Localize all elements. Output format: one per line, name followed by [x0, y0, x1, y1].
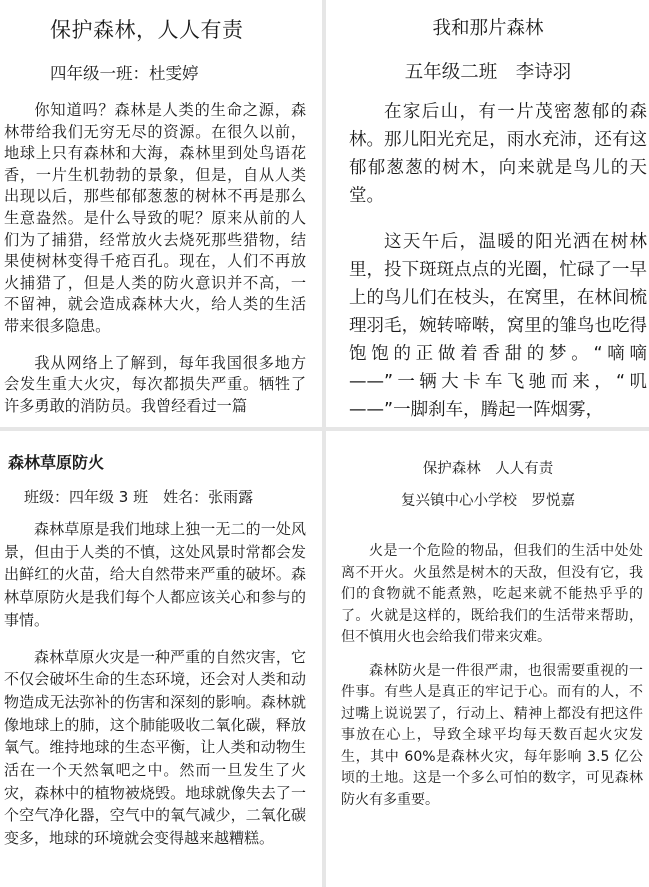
essay-paragraph: 在家后山，有一片茂密葱郁的森林。那儿阳光充足，雨水充沛，还有这郁郁葱葱的树木，向来就是鸟儿的天堂。 [349, 102, 647, 206]
essay-paragraph: 这天午后，温暖的阳光洒在树林里，投下斑斑点点的光圈，忙碌了一早上的鸟儿们在枝头，在窝里，在林间梳理羽毛，婉转啼啭，窝里的雏鸟也吃得饱饱的正做着香甜的梦。“嘀嘀——”一辆大卡车飞驰而来，“叽——”一脚刹车，腾起一阵烟雾， [349, 232, 647, 420]
essay-body [4, 100, 306, 417]
essay-paragraph: 森林草原是我们地球上独一无二的一处风景，但由于人类的不慎，这处风景时常都会发出鲜红的火苗，给大自然带来严重的破坏。森林草原防火是我们每个人都应该关心和参与的事情。 [4, 520, 306, 629]
vertical-divider [322, 0, 326, 887]
essay-body [4, 518, 306, 850]
essay-title: 我和那片森林 [432, 18, 544, 39]
essay-author: 四年级一班：杜雯婷 [50, 64, 199, 83]
essay-title: 森林草原防火 [8, 453, 105, 472]
essay-author: 班级：四年级 3 班 姓名：张雨露 [24, 488, 254, 506]
essay-paragraph: 你知道吗？森林是人类的生命之源，森林带给我们无穷无尽的资源。在很久以前，地球上只有森林和大海，森林里到处鸟语花香，一片生机勃勃的景象，但是，自从人类出现以后，那些郁郁葱葱的树林不再是那么生意盎然。是什么导致的呢？原来从前的人们为了捕猎，经常放火去烧死那些猎物，结果使树林变得千疮百孔。现在，人们不再放火捕猎了，但是人类的防火意识并不高，一不留神，就会造成森林大火，给人类的生活带来很多隐患。 [4, 101, 306, 335]
essay-title: 保护森林，人人有责 [50, 18, 244, 42]
horizontal-divider [0, 427, 649, 431]
essay-author: 复兴镇中心小学校 罗悦嘉 [401, 493, 575, 509]
essay-paragraph: 森林草原火灾是一种严重的自然灾害，它不仅会破坏生命的生态环境，还会对人类和动物造成无法弥补的伤害和深刻的影响。森林就像地球上的肺，这个肺能吸收二氧化碳，释放氧气。维持地球的生态平衡，让人类和动物生活在一个天然氧吧之中。然而一旦发生了火灾，森林中的植物被烧毁。地球就像失去了一个空气净化器，空气中的氧气减少，二氧化碳变多，地球的环境就会变得越来越糟糕。 [4, 647, 306, 848]
essay-title: 保护森林 人人有责 [422, 461, 554, 477]
essay-panel-4 [327, 433, 649, 887]
essay-panel-3 [0, 433, 321, 887]
essay-panel-1 [0, 0, 321, 425]
essay-body [349, 98, 647, 424]
essay-panel-2 [327, 0, 649, 425]
essay-body [341, 541, 643, 811]
essay-paragraph: 我从网络上了解到，每年我国很多地方会发生重大火灾，每次都损失严重。牺牲了许多勇敢的消防员。我曾经看过一篇 [4, 353, 306, 415]
essay-paragraph: 火是一个危险的物品，但我们的生活中处处离不开火。火虽然是树木的天敌，但没有它，我们的食物就不能煮熟，吃起来就不能热乎乎的了。火就是这样的，既给我们的生活带来帮助，但不慎用火也会给我们带来灾难。 [341, 543, 643, 645]
essay-paragraph: 森林防火是一件很严肃，也很需要重视的一件事。有些人是真正的牢记于心。而有的人，不过嘴上说说罢了，行动上、精神上都没有把这件事放在心上，导致全球平均每天数百起火灾发生，其中 60%是森林火灾，每年影响 3.5 亿公顷的土地。这是一个多么可怕的数字，可见森林防火有多重要。 [341, 662, 643, 808]
essay-author: 五年级二班 李诗羽 [404, 62, 572, 83]
